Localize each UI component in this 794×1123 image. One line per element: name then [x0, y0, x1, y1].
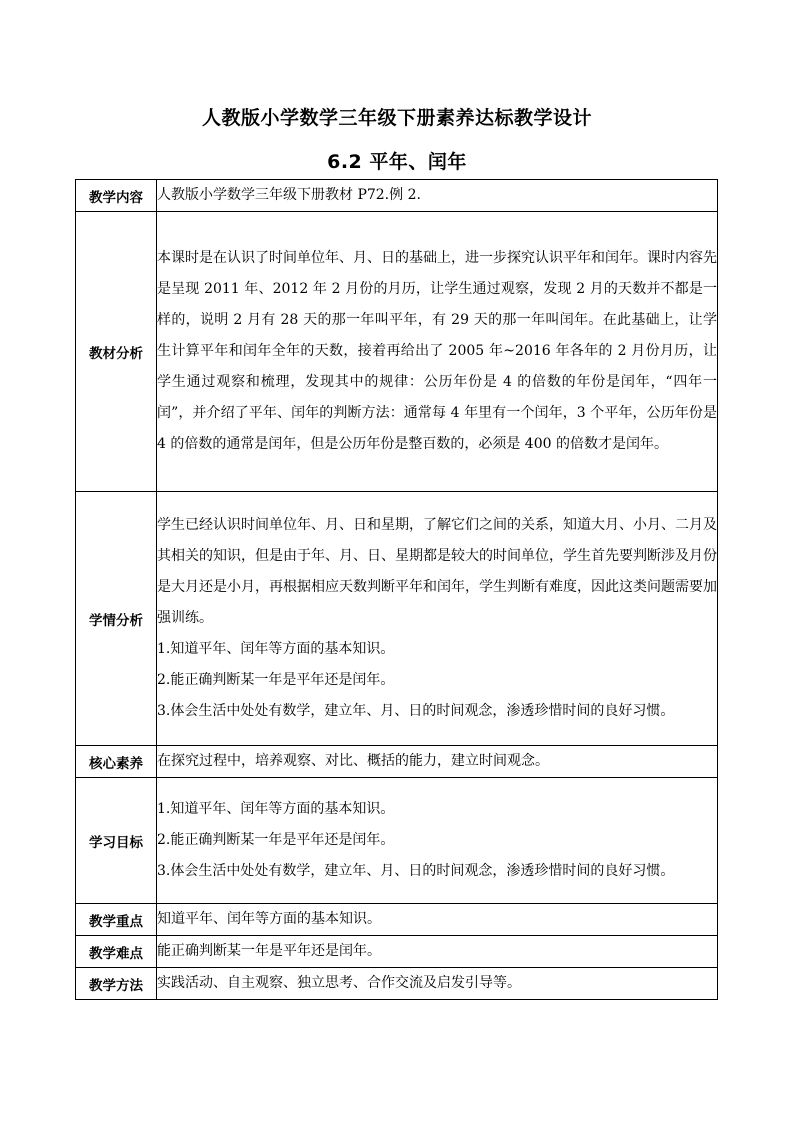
- row-teaching-method: [76, 968, 718, 1000]
- lesson-subtitle: 6.2 平年、闰年: [327, 151, 467, 173]
- row-paragraph: 2.能正确判断某一年是平年还是闰年。: [157, 832, 395, 848]
- row-label: 教学方法: [76, 968, 157, 1000]
- row-label: 学情分析: [76, 492, 157, 746]
- row-core-literacy: [76, 746, 718, 778]
- row-paragraph: 3.体会生活中处处有数学，建立年、月、日的时间观念，渗透珍惜时间的良好习惯。: [157, 703, 675, 719]
- row-text: 知道平年、闰年等方面的基本知识。: [157, 904, 718, 936]
- row-paragraph: 1.知道平年、闰年等方面的基本知识。: [157, 801, 395, 817]
- row-text: 在探究过程中，培养观察、对比、概括的能力，建立时间观念。: [157, 746, 718, 778]
- row-key-point: [76, 904, 718, 936]
- row-paragraph: 1.知道平年、闰年等方面的基本知识。: [157, 641, 395, 657]
- row-paragraph: 学生已经认识时间单位年、月、日和星期，了解它们之间的关系，知道大月、小月、二月及其相关的知识，但是由于年、月、日、星期都是较大的时间单位，学生首先要判断涉及月份是大月还是小月，再根据相应天数判断平年和闰年，学生判断有难度，因此这类问题需要加强训练。: [157, 517, 717, 626]
- row-label: 教学内容: [76, 180, 157, 212]
- row-label: 核心素养: [76, 746, 157, 778]
- row-paragraph: 2.能正确判断某一年是平年还是闰年。: [157, 672, 395, 688]
- row-text: 能正确判断某一年是平年还是闰年。: [157, 936, 718, 968]
- row-paragraph: 3.体会生活中处处有数学，建立年、月、日的时间观念，渗透珍惜时间的良好习惯。: [157, 863, 675, 879]
- row-material-analysis: [76, 212, 718, 492]
- row-label: 教学重点: [76, 904, 157, 936]
- row-text: 人教版小学数学三年级下册教材 P72.例 2.: [157, 180, 718, 212]
- row-label: 教学难点: [76, 936, 157, 968]
- document-title: 人教版小学数学三年级下册素养达标教学设计: [201, 107, 592, 129]
- row-teaching-content: [76, 180, 718, 212]
- row-paragraph: 本课时是在认识了时间单位年、月、日的基础上，进一步探究认识平年和闰年。课时内容先是呈现 2011 年、2012 年 2 月份的月历，让学生通过观察，发现 2 月的天数并不都是一样的，说明 2 月有 28 天的那一年叫平年，有 29 天的那一年叫闰年。在此基础上，让学生计算平年和闰年全年的天数，接着再给出了 2005 年~2016 年各年的 2 月份月历，让学生通过观察和梳理，发现其中的规律：公历年份是 4 的倍数的年份是闰年，“四年一闰”，并介绍了平年、闰年的判断方法：通常每 4 年里有一个闰年，3 个平年，公历年份是 4 的倍数的通常是闰年，但是公历年份是整百数的，必须是 400 的倍数才是闰年。: [157, 250, 717, 452]
- row-learning-objectives: [76, 778, 718, 904]
- row-text: 实践活动、自主观察、独立思考、合作交流及启发引导等。: [157, 968, 718, 1000]
- row-label: 学习目标: [76, 778, 157, 904]
- row-student-analysis: [76, 492, 718, 746]
- row-label: 教材分析: [76, 212, 157, 492]
- lesson-plan-table: [75, 179, 718, 1000]
- row-difficulty: [76, 936, 718, 968]
